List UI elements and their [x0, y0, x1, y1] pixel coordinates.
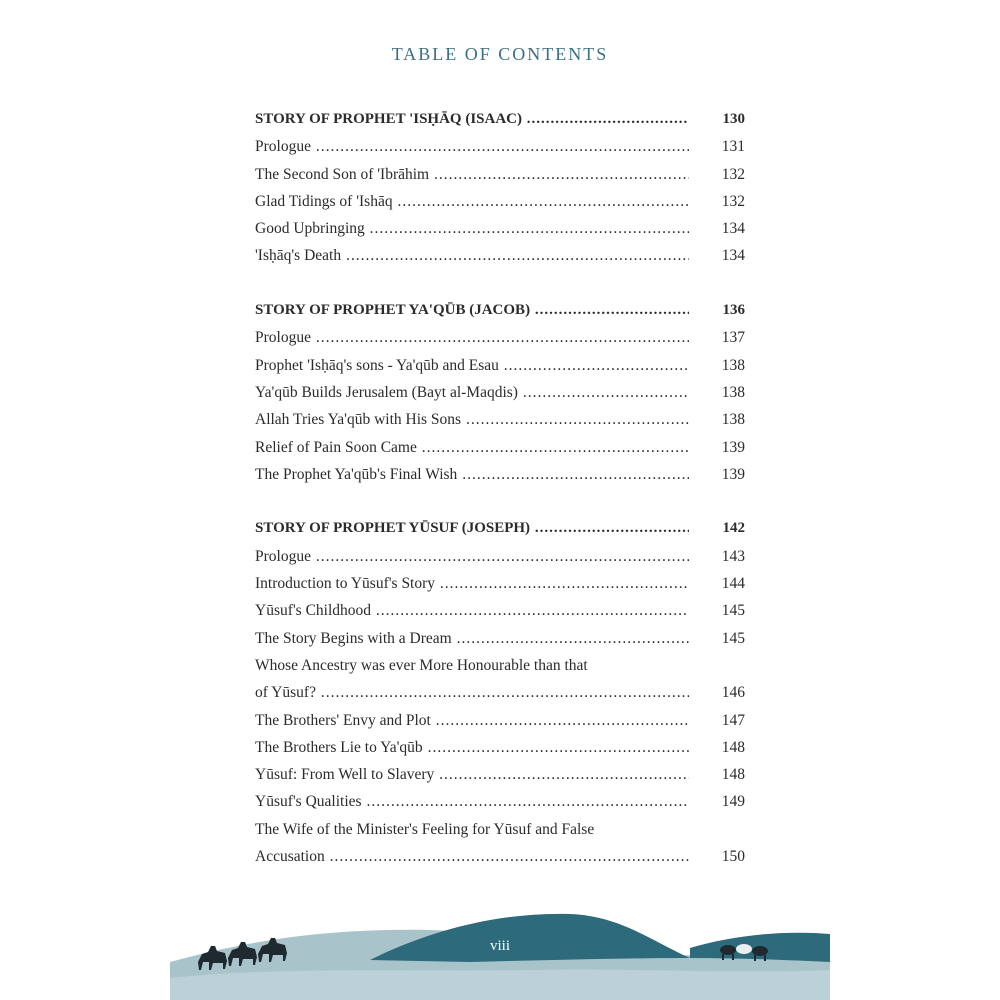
- toc-page-number: 132: [721, 165, 745, 183]
- toc-page-number: 147: [721, 711, 745, 729]
- toc-page-number: 134: [721, 247, 745, 265]
- toc-entry-label: of Yūsuf?: [255, 684, 316, 702]
- toc-entry-label: The Wife of the Minister's Feeling for Yūsuf and False: [255, 820, 595, 838]
- toc-page-number: 136: [722, 302, 745, 319]
- toc-entry[interactable]: [255, 843, 745, 870]
- section-spacer: [255, 270, 745, 297]
- toc-entry-label: Whose Ancestry was ever More Honourable than that: [255, 656, 588, 674]
- toc-entry[interactable]: [255, 215, 745, 242]
- toc-entry[interactable]: [255, 161, 745, 188]
- toc-entry[interactable]: [255, 788, 745, 815]
- toc-page-number: 148: [721, 738, 745, 756]
- toc-page-number: 132: [721, 192, 745, 210]
- toc-entry-label: Good Upbringing: [255, 220, 365, 238]
- toc-entry-label: Ya'qūb Builds Jerusalem (Bayt al-Maqdis): [255, 383, 518, 401]
- toc-page-number: 149: [721, 793, 745, 811]
- toc-entry[interactable]: [255, 816, 745, 843]
- toc-page-number: 138: [721, 411, 745, 429]
- toc-entry[interactable]: [255, 133, 745, 160]
- toc-entry-label: The Prophet Ya'qūb's Final Wish: [255, 465, 458, 483]
- toc-entry-label: Prologue: [255, 329, 311, 347]
- toc-page-number: 142: [722, 520, 745, 537]
- toc-entry[interactable]: [255, 597, 745, 624]
- toc-entry-label: Prologue: [255, 138, 311, 156]
- toc-entry[interactable]: [255, 570, 745, 597]
- toc-entry-label: Yūsuf: From Well to Slavery: [255, 766, 435, 784]
- page-number: viii: [489, 938, 510, 954]
- toc-entry[interactable]: [255, 242, 745, 269]
- toc-page-number: 139: [721, 465, 745, 483]
- toc-page-number: 131: [721, 138, 745, 156]
- toc-entry-label: The Second Son of 'Ibrāhim: [255, 165, 430, 183]
- toc-section-heading[interactable]: [255, 515, 745, 542]
- toc-page-number: 146: [721, 684, 745, 702]
- toc-entry-label: 'Isḥāq's Death: [255, 247, 342, 265]
- toc-entry[interactable]: [255, 406, 745, 433]
- toc-entry[interactable]: [255, 707, 745, 734]
- toc-heading-label: STORY OF PROPHET YA'QŪB (JACOB): [255, 302, 531, 319]
- toc-section-heading[interactable]: [255, 106, 745, 133]
- toc-page-number: 148: [721, 766, 745, 784]
- toc-entry[interactable]: [255, 434, 745, 461]
- toc-heading-label: STORY OF PROPHET YŪSUF (JOSEPH): [255, 520, 531, 537]
- toc-entry[interactable]: [255, 543, 745, 570]
- toc-entry[interactable]: [255, 679, 745, 706]
- toc-entry-label: The Brothers Lie to Ya'qūb: [255, 738, 423, 756]
- toc-heading-label: STORY OF PROPHET 'ISḤĀQ (ISAAC): [255, 111, 523, 127]
- toc-entry-label: Accusation: [255, 848, 325, 866]
- toc-entry-label: Prophet 'Isḥāq's sons - Ya'qūb and Esau: [255, 356, 499, 374]
- toc-section-heading[interactable]: [255, 297, 745, 324]
- toc-page-number: 143: [721, 547, 745, 565]
- toc-page-number: 144: [721, 575, 745, 593]
- toc-entry[interactable]: [255, 652, 745, 679]
- page-title: TABLE OF CONTENTS: [391, 44, 609, 64]
- toc-page-number: 130: [722, 111, 745, 127]
- toc-page-number: 134: [721, 220, 745, 238]
- toc-entry[interactable]: [255, 324, 745, 351]
- toc-page-number: 138: [721, 356, 745, 374]
- toc-entry-label: Glad Tidings of 'Ishāq: [255, 192, 393, 210]
- toc-entry-label: Allah Tries Ya'qūb with His Sons: [255, 411, 462, 429]
- toc-page-number: 150: [721, 848, 745, 866]
- toc-page-number: 138: [721, 383, 745, 401]
- toc-page-number: 145: [721, 602, 745, 620]
- toc-entry-label: The Brothers' Envy and Plot: [255, 711, 431, 729]
- toc-entry[interactable]: [255, 461, 745, 488]
- toc-entry[interactable]: [255, 352, 745, 379]
- toc-entry[interactable]: [255, 379, 745, 406]
- toc-entry-label: Relief of Pain Soon Came: [255, 438, 417, 456]
- toc-page-number: 137: [721, 329, 745, 347]
- toc-entry-label: Introduction to Yūsuf's Story: [255, 575, 436, 593]
- toc-entry[interactable]: [255, 188, 745, 215]
- toc-entry-label: Yūsuf's Qualities: [255, 793, 362, 811]
- toc-entry[interactable]: [255, 625, 745, 652]
- foreground-dune: [170, 970, 830, 1000]
- toc-entry-label: Yūsuf's Childhood: [255, 602, 372, 620]
- toc-page-number: 145: [721, 629, 745, 647]
- toc-page-number: 139: [721, 438, 745, 456]
- toc-entry[interactable]: [255, 734, 745, 761]
- toc-entry[interactable]: [255, 761, 745, 788]
- table-of-contents: [255, 106, 745, 870]
- section-spacer: [255, 488, 745, 515]
- toc-entry-label: The Story Begins with a Dream: [255, 629, 452, 647]
- toc-entry-label: Prologue: [255, 547, 311, 565]
